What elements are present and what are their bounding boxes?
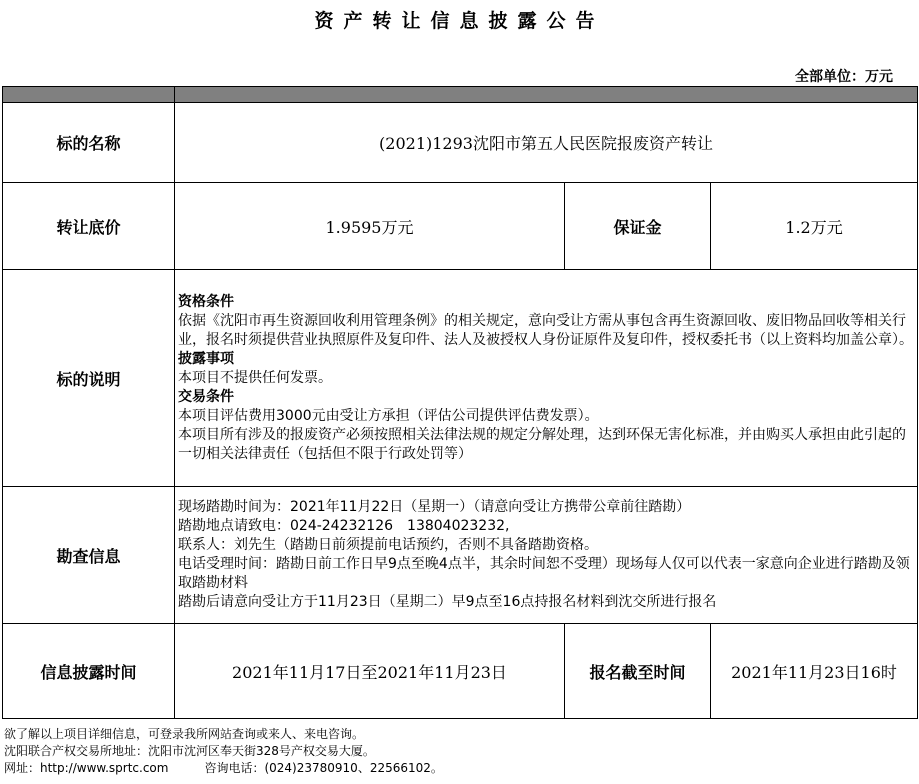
disclosure-time-value: 2021年11月17日至2021年11月23日 <box>175 624 565 719</box>
survey-line-5: 踏勘后请意向受让方于11月23日（星期二）早9点至16点持报名材料到沈交所进行报名 <box>178 594 717 610</box>
description-label: 标的说明 <box>3 270 175 487</box>
deadline-value: 2021年11月23日16时 <box>711 624 918 719</box>
survey-line-1: 现场踏勘时间为：2021年11月22日（星期一）（请意向受让方携带公章前往踏勘） <box>178 499 691 515</box>
row-survey <box>3 487 918 624</box>
name-label: 标的名称 <box>3 103 175 183</box>
survey-content <box>175 487 918 624</box>
price-value: 1.9595万元 <box>175 183 565 270</box>
survey-line-2: 踏勘地点请致电：024-24232126 13804023232, <box>178 518 510 534</box>
footer-line-1: 欲了解以上项目详细信息，可登录我所网站查询或来人、来电咨询。 <box>4 727 365 741</box>
footer-line-2: 沈阳联合产权交易所地址：沈阳市沈河区奉天街328号产权交易大厦。 <box>4 744 375 758</box>
disclosure-text: 本项目不提供任何发票。 <box>178 369 332 386</box>
deadline-label: 报名截至时间 <box>565 624 711 719</box>
header-cell <box>175 87 918 103</box>
description-content <box>175 270 918 487</box>
survey-line-4: 电话受理时间：踏勘日前工作日早9点至晚4点半，其余时间恕不受理）现场每人仅可以代表一家意向企业进行踏勘及领取踏勘材料 <box>178 556 910 591</box>
unit-note: 全部单位：万元 <box>795 69 893 85</box>
deposit-value: 1.2万元 <box>711 183 918 270</box>
deposit-label: 保证金 <box>565 183 711 270</box>
disclosure-heading: 披露事项 <box>178 350 234 367</box>
header-cell <box>3 87 175 103</box>
row-price <box>3 183 918 270</box>
survey-line-3: 联系人：刘先生（踏勘日前须提前电话预约，否则不具备踏勘资格。 <box>178 537 598 553</box>
header-bar <box>3 87 918 103</box>
footer-line-3: 网址：http://www.sprtc.com 咨询电话：(024)23780910、22566102。 <box>4 761 443 775</box>
page-title: 资产转让信息披露公告 <box>314 10 605 32</box>
name-value: (2021)1293沈阳市第五人民医院报废资产转让 <box>175 103 918 183</box>
trade-conditions-heading: 交易条件 <box>178 388 234 405</box>
qualification-text: 依据《沈阳市再生资源回收利用管理条例》的相关规定，意向受让方需从事包含再生资源回收、废旧物品回收等相关行业，报名时须提供营业执照原件及复印件、法人及被授权人身份证原件及复印件，授权委托书（以上资料均加盖公章）。 <box>178 312 913 348</box>
trade-conditions-text-1: 本项目评估费用3000元由受让方承担（评估公司提供评估费发票）。 <box>178 407 599 424</box>
row-time <box>3 624 918 719</box>
footer <box>4 726 443 777</box>
survey-label: 勘查信息 <box>3 487 175 624</box>
disclosure-time-label: 信息披露时间 <box>3 624 175 719</box>
row-description <box>3 270 918 487</box>
qualification-heading: 资格条件 <box>178 293 234 310</box>
announcement-table <box>2 86 918 719</box>
price-label: 转让底价 <box>3 183 175 270</box>
trade-conditions-text-2: 本项目所有涉及的报废资产必须按照相关法律法规的规定分解处理，达到环保无害化标准，并由购买人承担由此引起的一切相关法律责任（包括但不限于行政处罚等） <box>178 426 906 462</box>
row-name <box>3 103 918 183</box>
